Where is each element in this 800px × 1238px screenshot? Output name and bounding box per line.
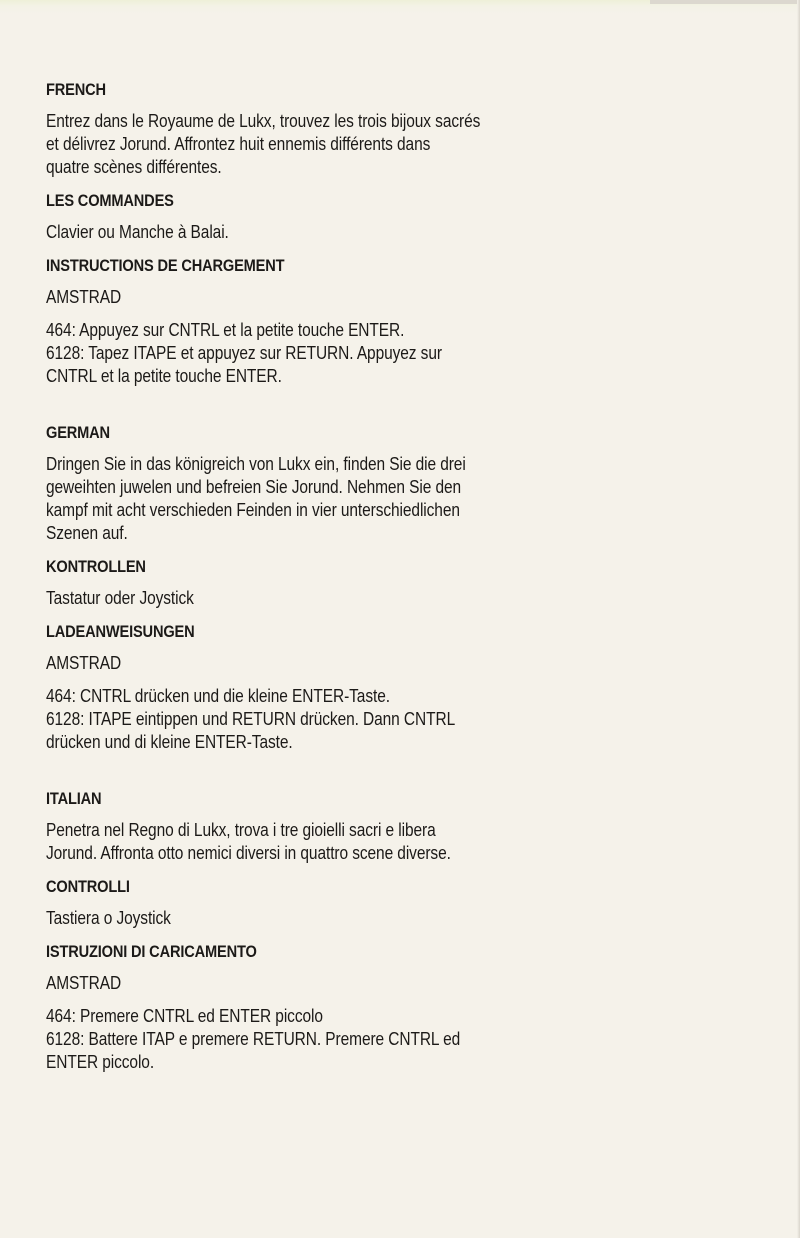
loading-instructions — [46, 685, 528, 754]
description-line: et délivrez Jorund. Affrontez huit ennemis différents dans — [46, 134, 431, 154]
controls-heading: CONTROLLI — [46, 877, 130, 896]
description-line: kampf mit acht verschieden Feinden in vier unterschiedlichen — [46, 500, 460, 520]
controls-heading: KONTROLLEN — [46, 557, 146, 576]
game-description — [46, 819, 528, 865]
loading-instructions — [46, 319, 528, 388]
loading-instructions — [46, 1005, 528, 1074]
loading-line: ENTER piccolo. — [46, 1052, 155, 1072]
loading-line: 464: CNTRL drücken und die kleine ENTER-Taste. — [46, 686, 390, 706]
loading-heading: LADEANWEISUNGEN — [46, 622, 195, 641]
machine-name — [46, 972, 528, 995]
section-italian — [46, 787, 746, 1074]
loading-line: 464: Premere CNTRL ed ENTER piccolo — [46, 1006, 323, 1026]
controls-line: Tastiera o Joystick — [46, 908, 171, 928]
description-line: Jorund. Affronta otto nemici diversi in quattro scene diverse. — [46, 843, 451, 863]
machine-name — [46, 286, 528, 309]
description-line: Penetra nel Regno di Lukx, trova i tre gioielli sacri e libera — [46, 820, 436, 840]
machine-line: AMSTRAD — [46, 287, 122, 307]
controls-line: Tastatur oder Joystick — [46, 588, 194, 608]
loading-line: CNTRL et la petite touche ENTER. — [46, 366, 282, 386]
language-heading: FRENCH — [46, 80, 106, 99]
loading-line: drücken und di kleine ENTER-Taste. — [46, 732, 293, 752]
description-line: Dringen Sie in das königreich von Lukx ein, finden Sie die drei — [46, 454, 466, 474]
loading-heading: INSTRUCTIONS DE CHARGEMENT — [46, 256, 285, 275]
paper-edge-top — [650, 0, 800, 4]
controls-text — [46, 587, 528, 610]
game-description — [46, 110, 528, 179]
description-line: Entrez dans le Royaume de Lukx, trouvez les trois bijoux sacrés — [46, 111, 481, 131]
description-line: Szenen auf. — [46, 523, 128, 543]
section-french — [46, 78, 746, 388]
loading-heading: ISTRUZIONI DI CARICAMENTO — [46, 942, 257, 961]
description-line: geweihten juwelen und befreien Sie Jorund. Nehmen Sie den — [46, 477, 462, 497]
language-heading: ITALIAN — [46, 789, 102, 808]
section-german — [46, 421, 746, 754]
controls-heading: LES COMMANDES — [46, 191, 174, 210]
game-description — [46, 453, 528, 545]
machine-name — [46, 652, 528, 675]
loading-line: 464: Appuyez sur CNTRL et la petite touche ENTER. — [46, 320, 405, 340]
controls-text — [46, 221, 528, 244]
loading-line: 6128: ITAPE eintippen und RETURN drücken. Dann CNTRL — [46, 709, 456, 729]
loading-line: 6128: Battere ITAP e premere RETURN. Premere CNTRL ed — [46, 1029, 461, 1049]
machine-line: AMSTRAD — [46, 973, 122, 993]
loading-line: 6128: Tapez ITAPE et appuyez sur RETURN. Appuyez sur — [46, 343, 442, 363]
machine-line: AMSTRAD — [46, 653, 122, 673]
language-heading: GERMAN — [46, 423, 110, 442]
controls-text — [46, 907, 528, 930]
description-line: quatre scènes différentes. — [46, 157, 222, 177]
controls-line: Clavier ou Manche à Balai. — [46, 222, 229, 242]
instructions-page — [46, 78, 746, 1084]
